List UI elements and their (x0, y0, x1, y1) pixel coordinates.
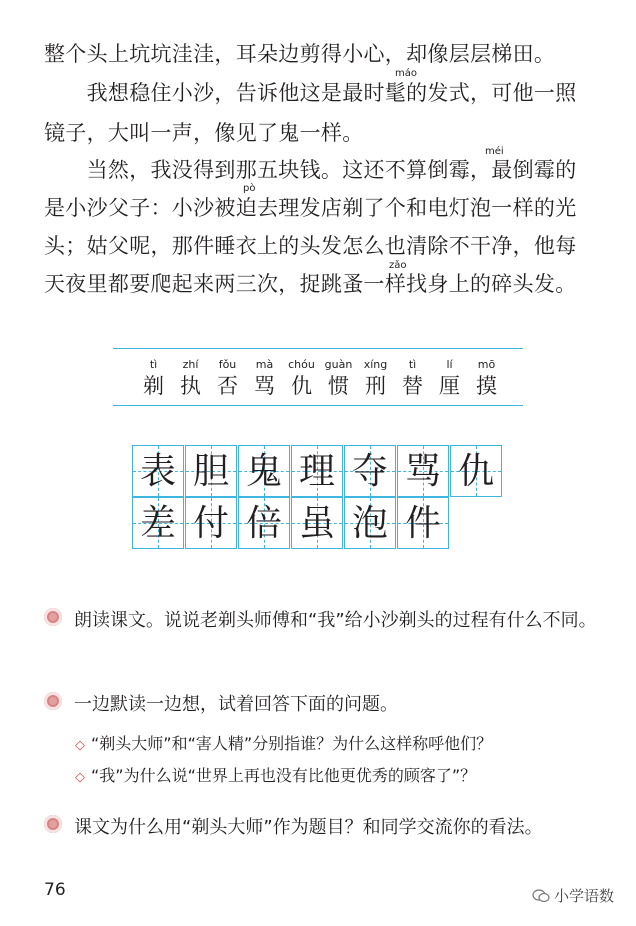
grid-cell (291, 497, 343, 549)
pinyin-annotation: zǎo (389, 260, 407, 271)
vocab-item (246, 358, 283, 400)
vocab-char: 否 (217, 374, 238, 398)
grid-char: 倍 (245, 503, 282, 544)
vocab-char: 仇 (291, 374, 312, 398)
vocab-top-rule (113, 348, 523, 349)
vocab-pinyin: tì (408, 358, 417, 371)
grid-cell (397, 497, 449, 549)
vocab-char: 厘 (439, 374, 460, 398)
vocab-item (394, 358, 431, 400)
passage-line: 是小沙父子：小沙被迫去理发店剃了个和电灯泡一样的光 (44, 196, 577, 220)
grid-char: 泡 (351, 503, 388, 544)
grid-char: 虽 (298, 503, 335, 544)
grid-cell (344, 497, 396, 549)
passage-line: 我想稳住小沙，告诉他这是最时髦的发式，可他一照 (44, 81, 577, 105)
diamond-bullet-icon: ◇ (75, 770, 85, 785)
exercise-badge-icon (44, 608, 62, 626)
exercise-1-text: 朗读课文。说说老剃头师傅和“我”给小沙剃头的过程有什么不同。 (74, 610, 597, 631)
exercise-2-sub-2-text: “我”为什么说“世界上再也没有比他更优秀的顾客了”？ (91, 766, 477, 785)
vocab-pinyin: fǒu (218, 358, 237, 371)
grid-cell (450, 445, 502, 497)
grid-char: 表 (139, 451, 176, 492)
grid-char: 骂 (404, 451, 441, 492)
exercise-badge-icon (44, 692, 62, 710)
watermark-text: 小学语数 (553, 887, 614, 905)
vocab-bottom-rule (113, 405, 523, 406)
wechat-logo-icon (532, 889, 550, 903)
vocabulary-box (113, 348, 523, 406)
pinyin-annotation: máo (395, 68, 417, 79)
grid-char: 理 (298, 451, 335, 492)
passage-line: 镜子，大叫一声，像见了鬼一样。 (44, 121, 364, 145)
grid-cell (185, 497, 237, 549)
exercise-2-sub-2 (75, 765, 476, 789)
vocab-pinyin: lí (446, 358, 453, 371)
page-number: 76 (44, 880, 66, 900)
grid-cell (238, 445, 290, 497)
vocab-item (431, 358, 468, 400)
vocab-item (209, 358, 246, 400)
vocab-list (135, 358, 505, 400)
grid-char: 胆 (192, 451, 229, 492)
vocab-pinyin: xíng (363, 358, 388, 371)
passage-line: 头；姑父呢，那件睡衣上的头发怎么也清除不干净，他每 (44, 234, 577, 258)
exercise-2-sub-1-text: “剃头大师”和“害人精”分别指谁？为什么这样称呼他们？ (91, 734, 493, 753)
passage-line: 整个头上坑坑洼洼，耳朵边剪得小心，却像层层梯田。 (44, 42, 556, 66)
vocab-pinyin: zhí (182, 358, 199, 371)
vocab-pinyin: chóu (288, 358, 315, 371)
vocab-pinyin: tì (149, 358, 158, 371)
vocab-char: 惯 (328, 374, 349, 398)
grid-cell (291, 445, 343, 497)
passage-line: 天夜里都要爬起来两三次，捉跳蚤一样找身上的碎头发。 (44, 272, 577, 296)
grid-char: 差 (139, 503, 176, 544)
vocab-item (172, 358, 209, 400)
vocab-pinyin: mà (255, 358, 274, 371)
vocab-item (135, 358, 172, 400)
vocab-item (357, 358, 394, 400)
grid-cell (185, 445, 237, 497)
diamond-bullet-icon: ◇ (75, 738, 85, 753)
vocab-char: 摸 (476, 374, 497, 398)
grid-cell (238, 497, 290, 549)
passage-line: 当然，我没得到那五块钱。这还不算倒霉，最倒霉的 (44, 158, 577, 182)
grid-cell (344, 445, 396, 497)
exercise-3-text: 课文为什么用“剃头大师”作为题目？和同学交流你的看法。 (74, 817, 543, 838)
vocab-char: 骂 (254, 374, 275, 398)
pinyin-annotation: méi (485, 146, 504, 157)
vocab-char: 执 (180, 374, 201, 398)
vocab-char: 替 (402, 374, 423, 398)
exercise-badge-icon (44, 815, 62, 833)
grid-cell (132, 497, 184, 549)
vocab-item (468, 358, 505, 400)
vocab-item (283, 358, 320, 400)
grid-char: 件 (404, 503, 441, 544)
vocab-char: 刑 (365, 374, 386, 398)
vocab-item (320, 358, 357, 400)
vocab-pinyin: guàn (324, 358, 353, 371)
pinyin-annotation: pò (243, 183, 256, 194)
grid-cell (397, 445, 449, 497)
vocab-char: 剃 (143, 374, 164, 398)
grid-char: 鬼 (245, 451, 282, 492)
watermark (532, 885, 614, 906)
grid-cell (132, 445, 184, 497)
grid-char: 付 (192, 503, 229, 544)
vocab-pinyin: mō (477, 358, 496, 371)
grid-char: 仇 (457, 451, 494, 492)
exercise-2-text: 一边默读一边想，试着回答下面的问题。 (74, 694, 398, 715)
exercise-2-sub-1 (75, 733, 492, 757)
grid-char: 夺 (351, 451, 388, 492)
